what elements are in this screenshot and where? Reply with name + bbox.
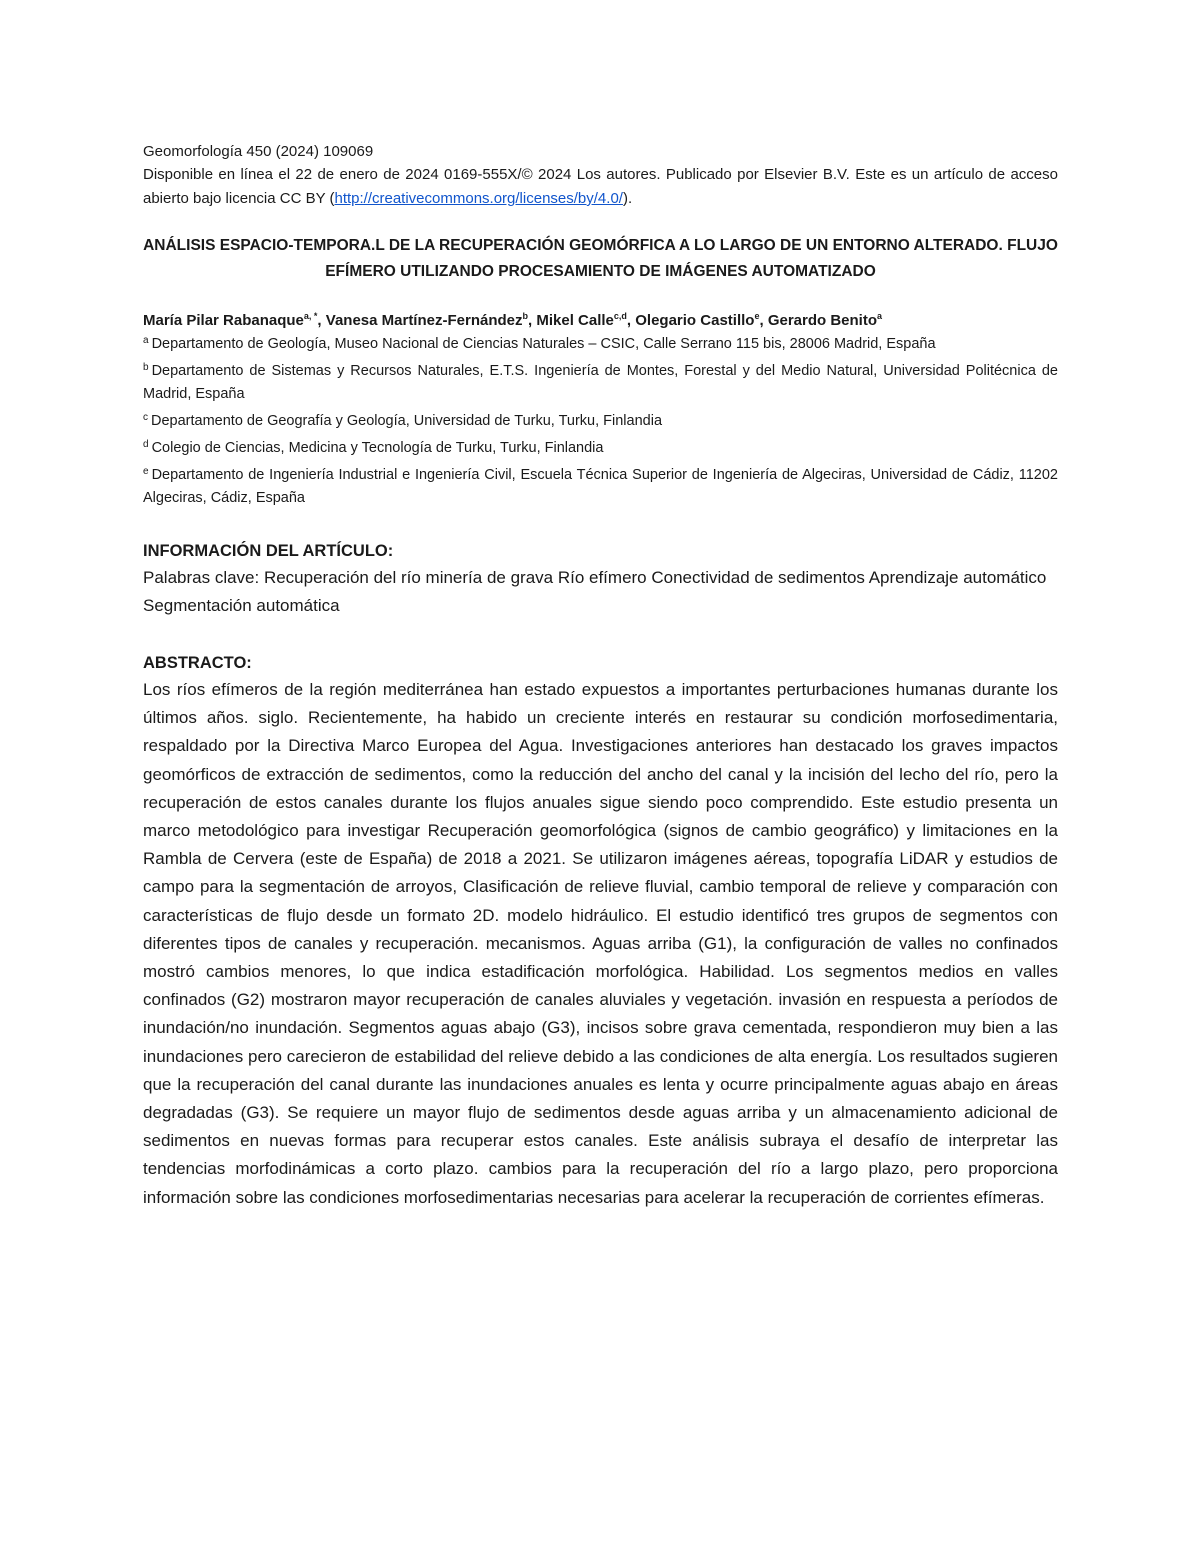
affiliation: $^b$ Departamento de Sistemas y Recursos Naturales, E.T.S. Ingeniería de Montes, Forestal y del Medio Natural, Universidad Politécnica de Madrid, España: [143, 362, 1058, 402]
affiliation: $^a$ Departamento de Geología, Museo Nacional de Ciencias Naturales – CSIC, Calle Serrano 115 bis, 28006 Madrid, España: [143, 335, 936, 352]
affiliation-mark: b: [143, 362, 149, 373]
affiliation-mark: c: [143, 412, 148, 423]
affiliation: $^e$ Departamento de Ingeniería Industrial e Ingeniería Civil, Escuela Técnica Superior de Ingeniería de Algeciras, Universidad de Cádiz, 11202 Algeciras, Cádiz, España: [143, 466, 1058, 506]
license-link[interactable]: http://creativecommons.org/licenses/by/4.0/: [334, 190, 623, 207]
affiliation-mark: e: [143, 466, 149, 477]
affiliation-mark: a: [143, 335, 149, 346]
abstract-text: Los ríos efímeros de la región mediterránea han estado expuestos a importantes perturbaciones humanas durante los últimos años. siglo. Recientemente, ha habido un creciente interés en restaurar su condición morfosedimentaria, respaldado por la Directiva Marco Europea del Agua. Investigaciones anteriores han destacado los graves impactos geomórficos de extracción de sedimentos, como la reducción del ancho del canal y la incisión del lecho del río, pero la recuperación de estos canales durante los flujos anuales sigue siendo poco comprendido. Este estudio presenta un marco metodológico para investigar Recuperación geomorfológica (signos de cambio geográfico) y limitaciones en la Rambla de Cervera (este de España) de 2018 a 2021. Se utilizaron imágenes aéreas, topografía LiDAR y estudios de campo para la segmentación de arroyos, Clasificación de relieve fluvial, cambio temporal de relieve y comparación con características de flujo desde un formato 2D. modelo hidráulico. El estudio identificó tres grupos de segmentos con diferentes tipos de canales y recuperación. mecanismos. Aguas arriba (G1), la configuración de valles no confinados mostró cambios menores, lo que indica estadificación morfológica. Habilidad. Los segmentos medios en valles confinados (G2) mostraron mayor recuperación de canales aluviales y vegetación. invasión en respuesta a períodos de inundación/no inundación. Segmentos aguas abajo (G3), incisos sobre grava cementada, respondieron muy bien a las inundaciones pero carecieron de estabilidad del relieve debido a las condiciones de alta energía. Los resultados sugieren que la recuperación del canal durante las inundaciones anuales es lenta y ocurre principalmente aguas abajo en áreas degradadas (G3). Se requiere un mayor flujo de sedimentos desde aguas arriba y un almacenamiento adicional de sedimentos en nuevas formas para recuperar estos canales. Este análisis subraya el desafío de interpretar las tendencias morfodinámicas a corto plazo. cambios para la recuperación del río a largo plazo, pero proporciona información sobre las condiciones morfosedimentarias necesarias para acelerar la recuperación de corrientes efímeras.: [143, 680, 1058, 1207]
author-list: [143, 309, 1058, 333]
paper-page: [143, 140, 1058, 1212]
availability-suffix: ).: [622, 190, 633, 207]
author: Olegario Castillo$^e$,: [635, 311, 768, 329]
affiliation-mark: d: [143, 439, 149, 450]
affiliation: $^c$ Departamento de Geografía y Geología, Universidad de Turku, Turku, Finlandia: [143, 412, 663, 429]
paper-title: ANÁLISIS ESPACIO-TEMPORA.L DE LA RECUPERACIÓN GEOMÓRFICA A LO LARGO DE UN ENTORNO ALTERADO. FLUJO EFÍMERO UTILIZANDO PROCESAMIENTO DE IMÁGENES AUTOMATIZADO: [143, 237, 1058, 280]
abstract-heading: ABSTRACTO:: [143, 654, 252, 672]
article-info-heading: INFORMACIÓN DEL ARTÍCULO:: [143, 542, 394, 560]
author: Mikel Calle$^{c,d}$,: [536, 311, 636, 329]
author: María Pilar Rabanaque$^{a, *}$,: [143, 311, 326, 329]
author: Gerardo Benito$^a$: [767, 311, 883, 329]
availability-prefix: Disponible en línea el 22 de enero de 2024 0169-555X/© 2024 Los autores. Publicado por Elsevier B.V. Este es un artículo de acceso abierto bajo licencia CC BY (: [143, 166, 1058, 207]
keywords: Palabras clave: Recuperación del río minería de grava Río efímero Conectividad de sedimentos Aprendizaje automático Segmentación automática: [143, 568, 1047, 615]
author: Vanesa Martínez-Fernández$^b$,: [325, 311, 537, 329]
availability-statement: [143, 163, 1058, 211]
journal-reference: Geomorfología 450 (2024) 109069: [143, 143, 374, 160]
affiliation: $^d$ Colegio de Ciencias, Medicina y Tecnología de Turku, Turku, Finlandia: [143, 439, 604, 456]
